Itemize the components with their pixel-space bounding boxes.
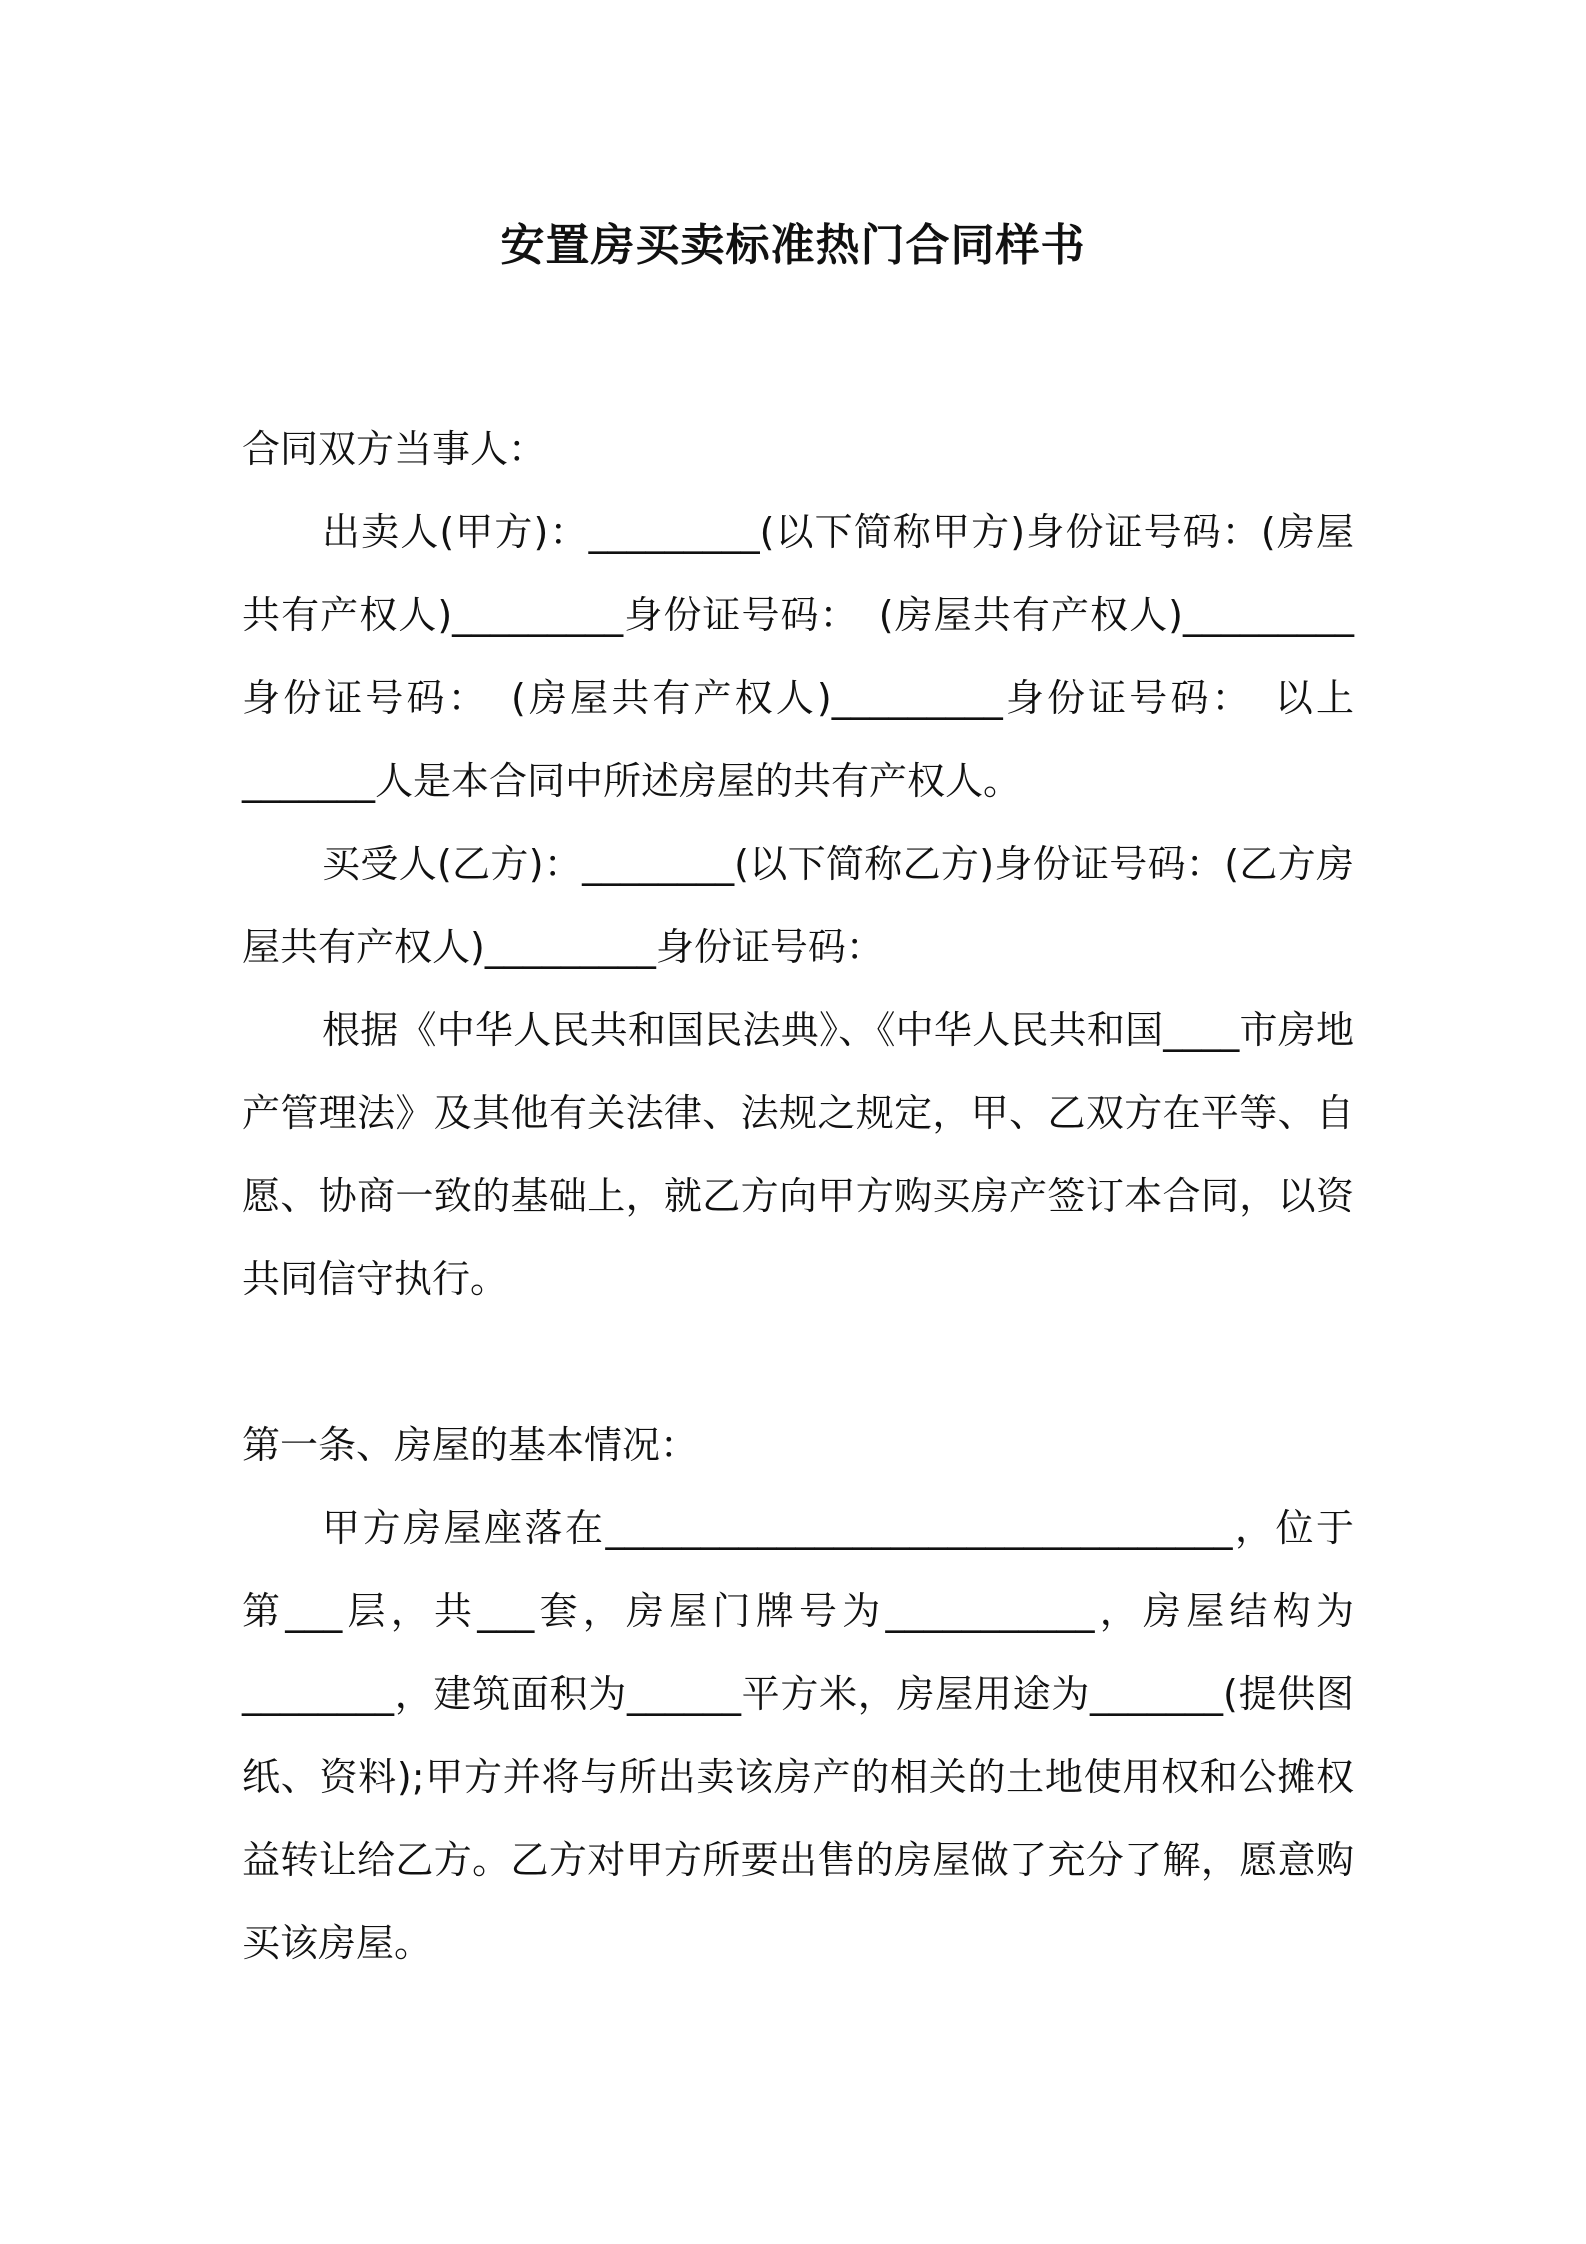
buyer-paragraph: 买受人(乙方)：________(以下简称乙方)身份证号码：(乙方房屋共有产权人)_________身份证号码： xyxy=(242,842,1354,969)
document-title: 安置房买卖标准热门合同样书 xyxy=(500,220,1086,271)
document-body xyxy=(242,408,1354,1985)
seller-paragraph: 出卖人(甲方)：_________(以下简称甲方)身份证号码：(房屋共有产权人)_________身份证号码： (房屋共有产权人)_________身份证号码： (房屋共有产权人)_________身份证号码： 以上_______人是本合同中所述房屋的共有产权人。 xyxy=(242,510,1354,803)
parties-heading: 合同双方当事人： xyxy=(242,427,547,471)
section-spacer xyxy=(242,1321,1354,1404)
basis-paragraph: 根据《中华人民共和国民法典》、《中华人民共和国____市房地产管理法》及其他有关法律、法规之规定，甲、乙双方在平等、自愿、协商一致的基础上，就乙方向甲方购买房产签订本合同，以资共同信守执行。 xyxy=(242,1008,1354,1301)
article1-heading: 第一条、房屋的基本情况： xyxy=(242,1423,699,1467)
article1-paragraph: 甲方房屋座落在_________________________________，位于第___层，共___套，房屋门牌号为___________，房屋结构为________，建筑面积为______平方米，房屋用途为_______(提供图纸、资料);甲方并将与所出卖该房产的相关的土地使用权和公摊权益转让给乙方。乙方对甲方所要出售的房屋做了充分了解，愿意购买该房屋。 xyxy=(242,1506,1354,1965)
